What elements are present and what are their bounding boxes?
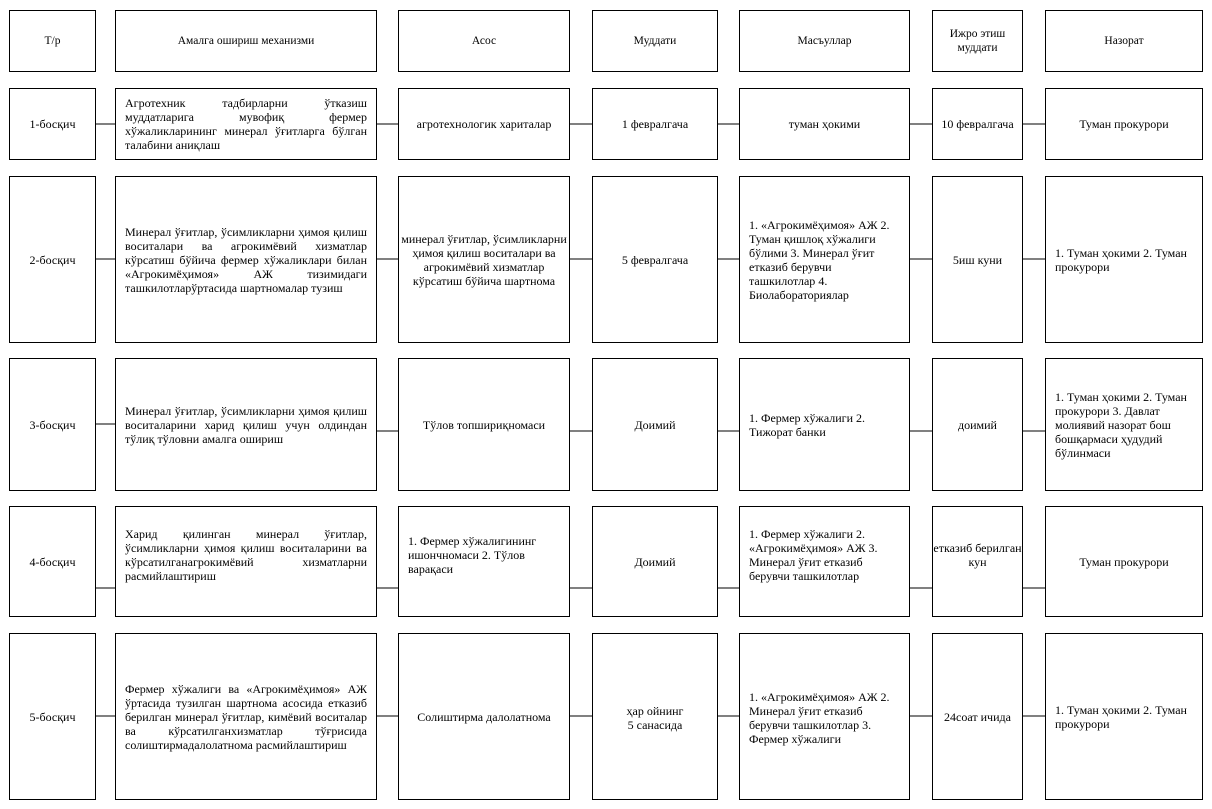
stage-3-label [9, 358, 96, 491]
stage-3-basis [398, 358, 570, 491]
stage-4-exec-term-line: етказиб [933, 540, 973, 555]
stage-4-label [9, 506, 96, 617]
stage-2-deadline [592, 176, 718, 343]
stage-5-text: 5-босқич [29, 709, 76, 724]
stage-1-label [9, 88, 96, 160]
stage-4-basis-line: 1. Фермер хўжалигининг ишончномаси [408, 533, 537, 562]
stage-2-mechanism-text: Минерал ўғитлар, ўсимликларни ҳимоя қилиш воситалари ва агрокимёвий хизматлар кўрсатиш бўйича фермер хўжаликлари билан «Агрокимёҳимоя» АЖ тизимидаги ташкилотларўртасида шартномалар тузиш [125, 224, 367, 295]
header-mechanism [115, 10, 377, 72]
stage-1-deadline-text: 1 февралгача [621, 117, 689, 131]
stage-2-control-line: 2. Туман прокурори [1055, 245, 1187, 274]
stage-1-exec-term-line: 10 февралгача [941, 117, 1014, 131]
stage-3-control-line: 3. Давлат молиявий назорат бош бошқармаси ҳудудий бўлинмаси [1055, 403, 1171, 460]
header-basis-label: Асос [471, 35, 497, 47]
stage-3-text: 3-босқич [29, 417, 76, 432]
header-control-label: Назорат [1104, 35, 1144, 47]
stage-2-basis-line: қилиш воситалари [446, 245, 542, 260]
stage-1-text: 1-босқич [29, 117, 76, 131]
header-mechanism-label: Амалга ошириш механизми [177, 35, 315, 47]
stage-5-responsible [739, 633, 910, 800]
stage-2-control-line: 1. Туман ҳокими [1055, 245, 1141, 260]
stage-2-text: 2-босқич [29, 252, 76, 267]
header-exec-term [932, 10, 1023, 72]
stage-2-basis-line: минерал ўғитлар, [401, 231, 491, 246]
header-deadline-label: Муддати [633, 35, 677, 47]
stage-5-responsible-line: 2. Минерал ўғит етказиб берувчи [749, 690, 890, 732]
stage-5-deadline-text: ҳар ойнинг 5 санасида [626, 704, 684, 732]
stage-5-mechanism [115, 633, 377, 800]
stage-1-responsible [739, 88, 910, 160]
stage-4-text: 4-босқич [29, 554, 76, 569]
stage-3-control-line: 1. Туман ҳокими [1055, 389, 1141, 404]
stage-5-control-line: 2. Туман прокурори [1055, 702, 1187, 731]
header-responsible [739, 10, 910, 72]
stage-4-basis [398, 506, 570, 617]
stage-5-basis [398, 633, 570, 800]
stage-1-mechanism [115, 88, 377, 160]
stage-4-control [1045, 506, 1203, 617]
stage-2-deadline-text: 5 февралгача [621, 252, 689, 267]
stage-1-mechanism-text: Агротехник тадбирларни ўтказиш муддатларига мувофиқ фермер хўжаликларининг минерал ўғитларга бўлган талабини аниқлаш [125, 96, 367, 152]
stage-5-control-line: 1. Туман ҳокими [1055, 702, 1141, 717]
stage-3-exec-term [932, 358, 1023, 491]
stage-1-basis [398, 88, 570, 160]
stage-2-basis-line: кўрсатиш бўйича шартнома [412, 273, 556, 288]
stage-1-responsible-line: туман ҳокими [788, 117, 861, 131]
stage-2-responsible-line: 4. Биолабораториялар [749, 273, 849, 302]
stage-2-responsible-line: 2. Туман қишлоқ хўжалиги бўлими [749, 217, 890, 260]
stage-4-mechanism-text: Харид қилинган минерал ўғитлар, ўсимликларни ҳимоя қилиш воситаларини ва кўрсатилганагрокимёвий хизматларни расмийлаштириш [125, 526, 367, 583]
stage-1-exec-term [932, 88, 1023, 160]
stage-2-exec-term [932, 176, 1023, 343]
header-num [9, 10, 96, 72]
stage-3-basis-line: Тўлов топшириқномаси [422, 417, 546, 432]
stage-4-exec-term-line: берилган кун [968, 540, 1022, 569]
header-num-label: Т/р [44, 35, 61, 47]
stage-4-exec-term [932, 506, 1023, 617]
stage-3-mechanism [115, 358, 377, 491]
stage-3-deadline [592, 358, 718, 491]
stage-3-responsible-line: 1. Фермер хўжалиги [749, 410, 854, 425]
stage-2-label [9, 176, 96, 343]
stage-5-responsible-line: ташкилотлар [792, 718, 860, 732]
stage-4-deadline-text: Доимий [634, 554, 676, 569]
stage-3-exec-term-line: доимий [958, 417, 997, 432]
stage-5-mechanism-text: Фермер хўжалиги ва «Агрокимёҳимоя» АЖ ўртасида тузилган шартнома асосида етказиб берилган минерал ўғитлар, кимёвий воситалар ва кўрсатилганхизматлар тўғрисида солиштирмадалолатнома расмийлаштириш [125, 681, 367, 752]
stage-2-mechanism [115, 176, 377, 343]
header-control [1045, 10, 1203, 72]
stage-4-responsible [739, 506, 910, 617]
stage-2-control [1045, 176, 1203, 343]
stage-5-exec-term-line: 24соат ичида [944, 709, 1011, 724]
stage-3-mechanism-text: Минерал ўғитлар, ўсимликларни ҳимоя қилиш воситаларини харид қилиш учун олдиндан тўлиқ тўловни амалга ошириш [125, 403, 367, 446]
stage-4-mechanism [115, 506, 377, 617]
stage-2-responsible [739, 176, 910, 343]
header-responsible-label: Масъуллар [797, 35, 852, 47]
stage-5-label [9, 633, 96, 800]
stage-3-control [1045, 358, 1203, 491]
stage-4-responsible-line: 1. Фермер хўжалиги [749, 526, 854, 541]
stage-4-basis-line: 2. Тўлов варақаси [408, 547, 525, 576]
header-basis [398, 10, 570, 72]
stage-4-control-line: Туман прокурори [1079, 554, 1169, 569]
stage-4-responsible-line: 3. Минерал ўғит етказиб берувчи ташкилотлар [749, 540, 878, 583]
stage-5-control [1045, 633, 1203, 800]
stage-2-basis-line: ва агрокимёвий хизматлар [423, 245, 556, 274]
stage-2-responsible-line: 1. «Агрокимёҳимоя» АЖ [749, 217, 878, 232]
stage-3-control-line: 2. Туман прокурори [1055, 389, 1187, 418]
stage-2-exec-term-line: 5иш куни [952, 252, 1003, 267]
header-exec-term-label: Ижро этиш муддати [949, 28, 1006, 54]
stage-4-deadline [592, 506, 718, 617]
stage-5-basis-line: Солиштирма далолатнома [417, 709, 551, 724]
stage-3-responsible-line: 2. Тижорат банки [749, 410, 866, 439]
stage-5-responsible-line: 1. «Агрокимёҳимоя» АЖ [749, 690, 878, 704]
stage-1-control-line: Туман прокурори [1079, 117, 1169, 131]
stage-3-responsible [739, 358, 910, 491]
stage-4-responsible-line: 2. «Агрокимёҳимоя» АЖ [749, 526, 866, 555]
stage-1-control [1045, 88, 1203, 160]
stage-2-basis-line: ўсимликларни ҳимоя [412, 231, 567, 260]
stage-2-responsible-line: 3. Минерал ўғит етказиб берувчи ташкилотлар [749, 245, 875, 288]
stage-5-deadline [592, 633, 718, 800]
stage-2-basis [398, 176, 570, 343]
header-deadline [592, 10, 718, 72]
stage-1-basis-line: агротехнологик хариталар [416, 117, 552, 131]
stage-5-exec-term [932, 633, 1023, 800]
stage-3-deadline-text: Доимий [634, 417, 676, 432]
stage-5-responsible-line: 3. Фермер хўжалиги [749, 718, 872, 746]
stage-1-deadline [592, 88, 718, 160]
